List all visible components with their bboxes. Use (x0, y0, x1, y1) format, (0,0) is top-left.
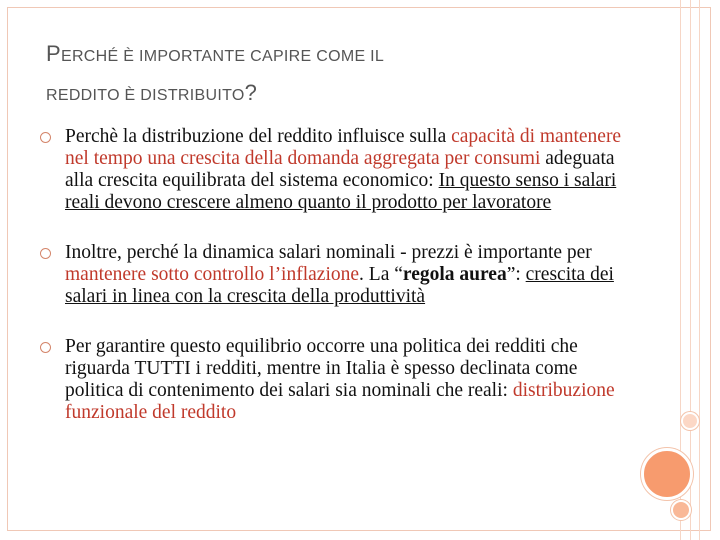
bullet-item (40, 242, 630, 308)
title-line-2: REDDITO È DISTRIBUITO (46, 87, 245, 104)
bullet-item (40, 126, 630, 214)
bullet-list (40, 126, 630, 452)
highlight-text: distribuzione funzionale del reddito (65, 380, 615, 423)
title-line-1: ERCHÉ È IMPORTANTE CAPIRE COME IL (60, 48, 385, 65)
title-initial: P (46, 41, 61, 66)
underlined-text: crescita dei salari in linea con la crescita della produttività (65, 264, 614, 307)
highlight-text: mantenere sotto controllo l’inflazione (65, 264, 360, 285)
decor-line (699, 0, 700, 540)
bullet-text: Per garantire questo equilibrio occorre una politica dei redditi che riguarda TUTTI i redditi, mentre in Italia è spesso declinata come politica di contenimento dei salari sia nominali che reali: distribuzione funzionale del reddito (65, 336, 615, 423)
decor-line (690, 0, 691, 540)
title-question-mark: ? (244, 80, 258, 105)
highlight-text: capacità di mantenere nel tempo una crescita della domanda aggregata per consumi (65, 126, 622, 169)
bullet-icon (40, 132, 51, 143)
decor-circle (671, 500, 691, 520)
slide-title (46, 36, 646, 114)
bullet-item (40, 336, 630, 424)
decor-circle (681, 412, 699, 430)
bullet-text: Perchè la distribuzione del reddito influisce sulla capacità di mantenere nel tempo una crescita della domanda aggregata per consumi adeguata alla crescita equilibrata del sistema economico: In questo senso i salari reali devono crescere almeno quanto il prodotto per lavoratore (65, 126, 622, 213)
underlined-text: In questo senso i salari reali devono crescere almeno quanto il prodotto per lavoratore (65, 170, 617, 213)
bullet-icon (40, 248, 51, 259)
bullet-icon (40, 342, 51, 353)
bold-text: regola aurea (402, 264, 507, 285)
decor-circle (641, 448, 693, 500)
bullet-text: Inoltre, perché la dinamica salari nominali - prezzi è importante per mantenere sotto controllo l’inflazione. La “regola aurea”: crescita dei salari in linea con la crescita della produttività (65, 242, 614, 307)
